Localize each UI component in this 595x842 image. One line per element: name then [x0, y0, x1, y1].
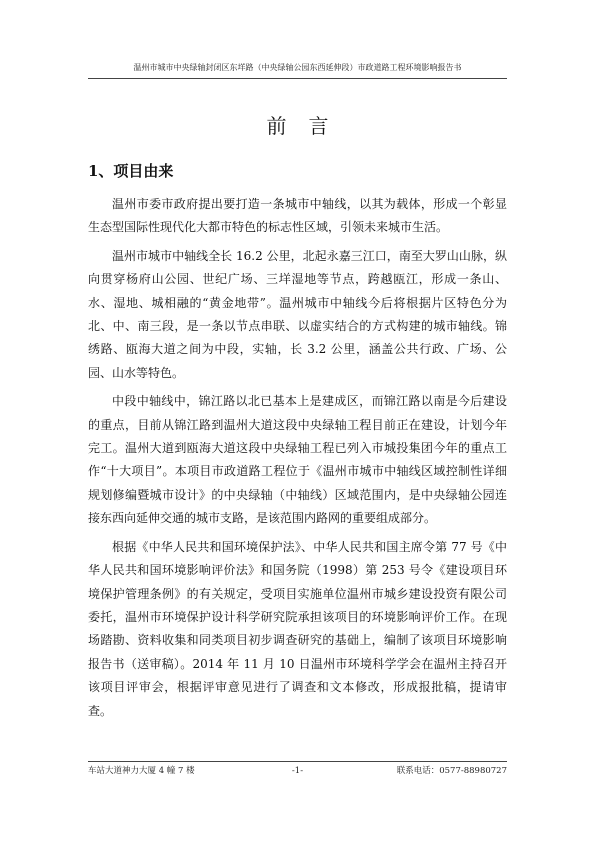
header-divider: [88, 78, 507, 79]
page-title: 前言: [266, 114, 351, 138]
footer-divider: [88, 761, 507, 762]
section-body: [88, 193, 507, 728]
paragraph-3: 中段中轴线中，锦江路以北已基本上是建成区，而锦江路以南是今后建设的重点，目前从锦江路到温州大道这段中央绿轴工程目前正在建设，计划今年完工。温州大道到瓯海大道这段中央绿轴工程已列入市城投集团今年的重点工作“十大项目”。本项目市政道路工程位于《温州市城市中轴线区域控制性详细规划修编暨城市设计》的中央绿轴（中轴线）区域范围内，是中央绿轴公园连接东西向延伸交通的城市支路，是该范围内路网的重要组成部分。: [88, 394, 507, 526]
footer-phone: 联系电话：0577-88980727: [396, 766, 507, 776]
running-header: 温州市城市中央绿轴封闭区东垟路（中央绿轴公园东西延伸段）市政道路工程环境影响报告书: [133, 63, 462, 72]
section-heading: 1、项目由来: [88, 162, 174, 180]
page-number: -1-: [291, 766, 304, 776]
paragraph-2: 温州市城市中轴线全长 16.2 公里，北起永嘉三江口，南至大罗山山脉，纵向贯穿杨府山公园、世纪广场、三垟湿地等节点，跨越瓯江，形成一条山、水、湿地、城相融的“黄金地带”。温州城市中轴线今后将根据片区特色分为北、中、南三段，是一条以节点串联、以虚实结合的方式构建的城市轴线。锦绣路、瓯海大道之间为中段，实轴，长 3.2 公里，涵盖公共行政、广场、公园、山水等特色。: [88, 248, 507, 380]
paragraph-1: 温州市委市政府提出要打造一条城市中轴线，以其为载体，形成一个彰显生态型国际性现代化大都市特色的标志性区域，引领未来城市生活。: [88, 197, 507, 235]
paragraph-4: 根据《中华人民共和国环境保护法》、中华人民共和国主席令第 77 号《中华人民共和国环境影响评价法》和国务院（1998）第 253 号令《建设项目环境保护管理条例》的有关规定，受项目实施单位温州市城乡建设投资有限公司委托，温州市环境保护设计科学研究院承担该项目的环境影响评价工作。在现场踏勘、资料收集和同类项目初步调查研究的基础上，编制了该项目环境影响报告书（送审稿）。2014 年 11 月 10 日温州市环境科学学会在温州主持召开该项目评审会，根据评审意见进行了调查和文本修改，形成报批稿，提请审查。: [88, 539, 507, 718]
footer-address: 车站大道神力大厦 4 幢 7 楼: [88, 766, 195, 776]
